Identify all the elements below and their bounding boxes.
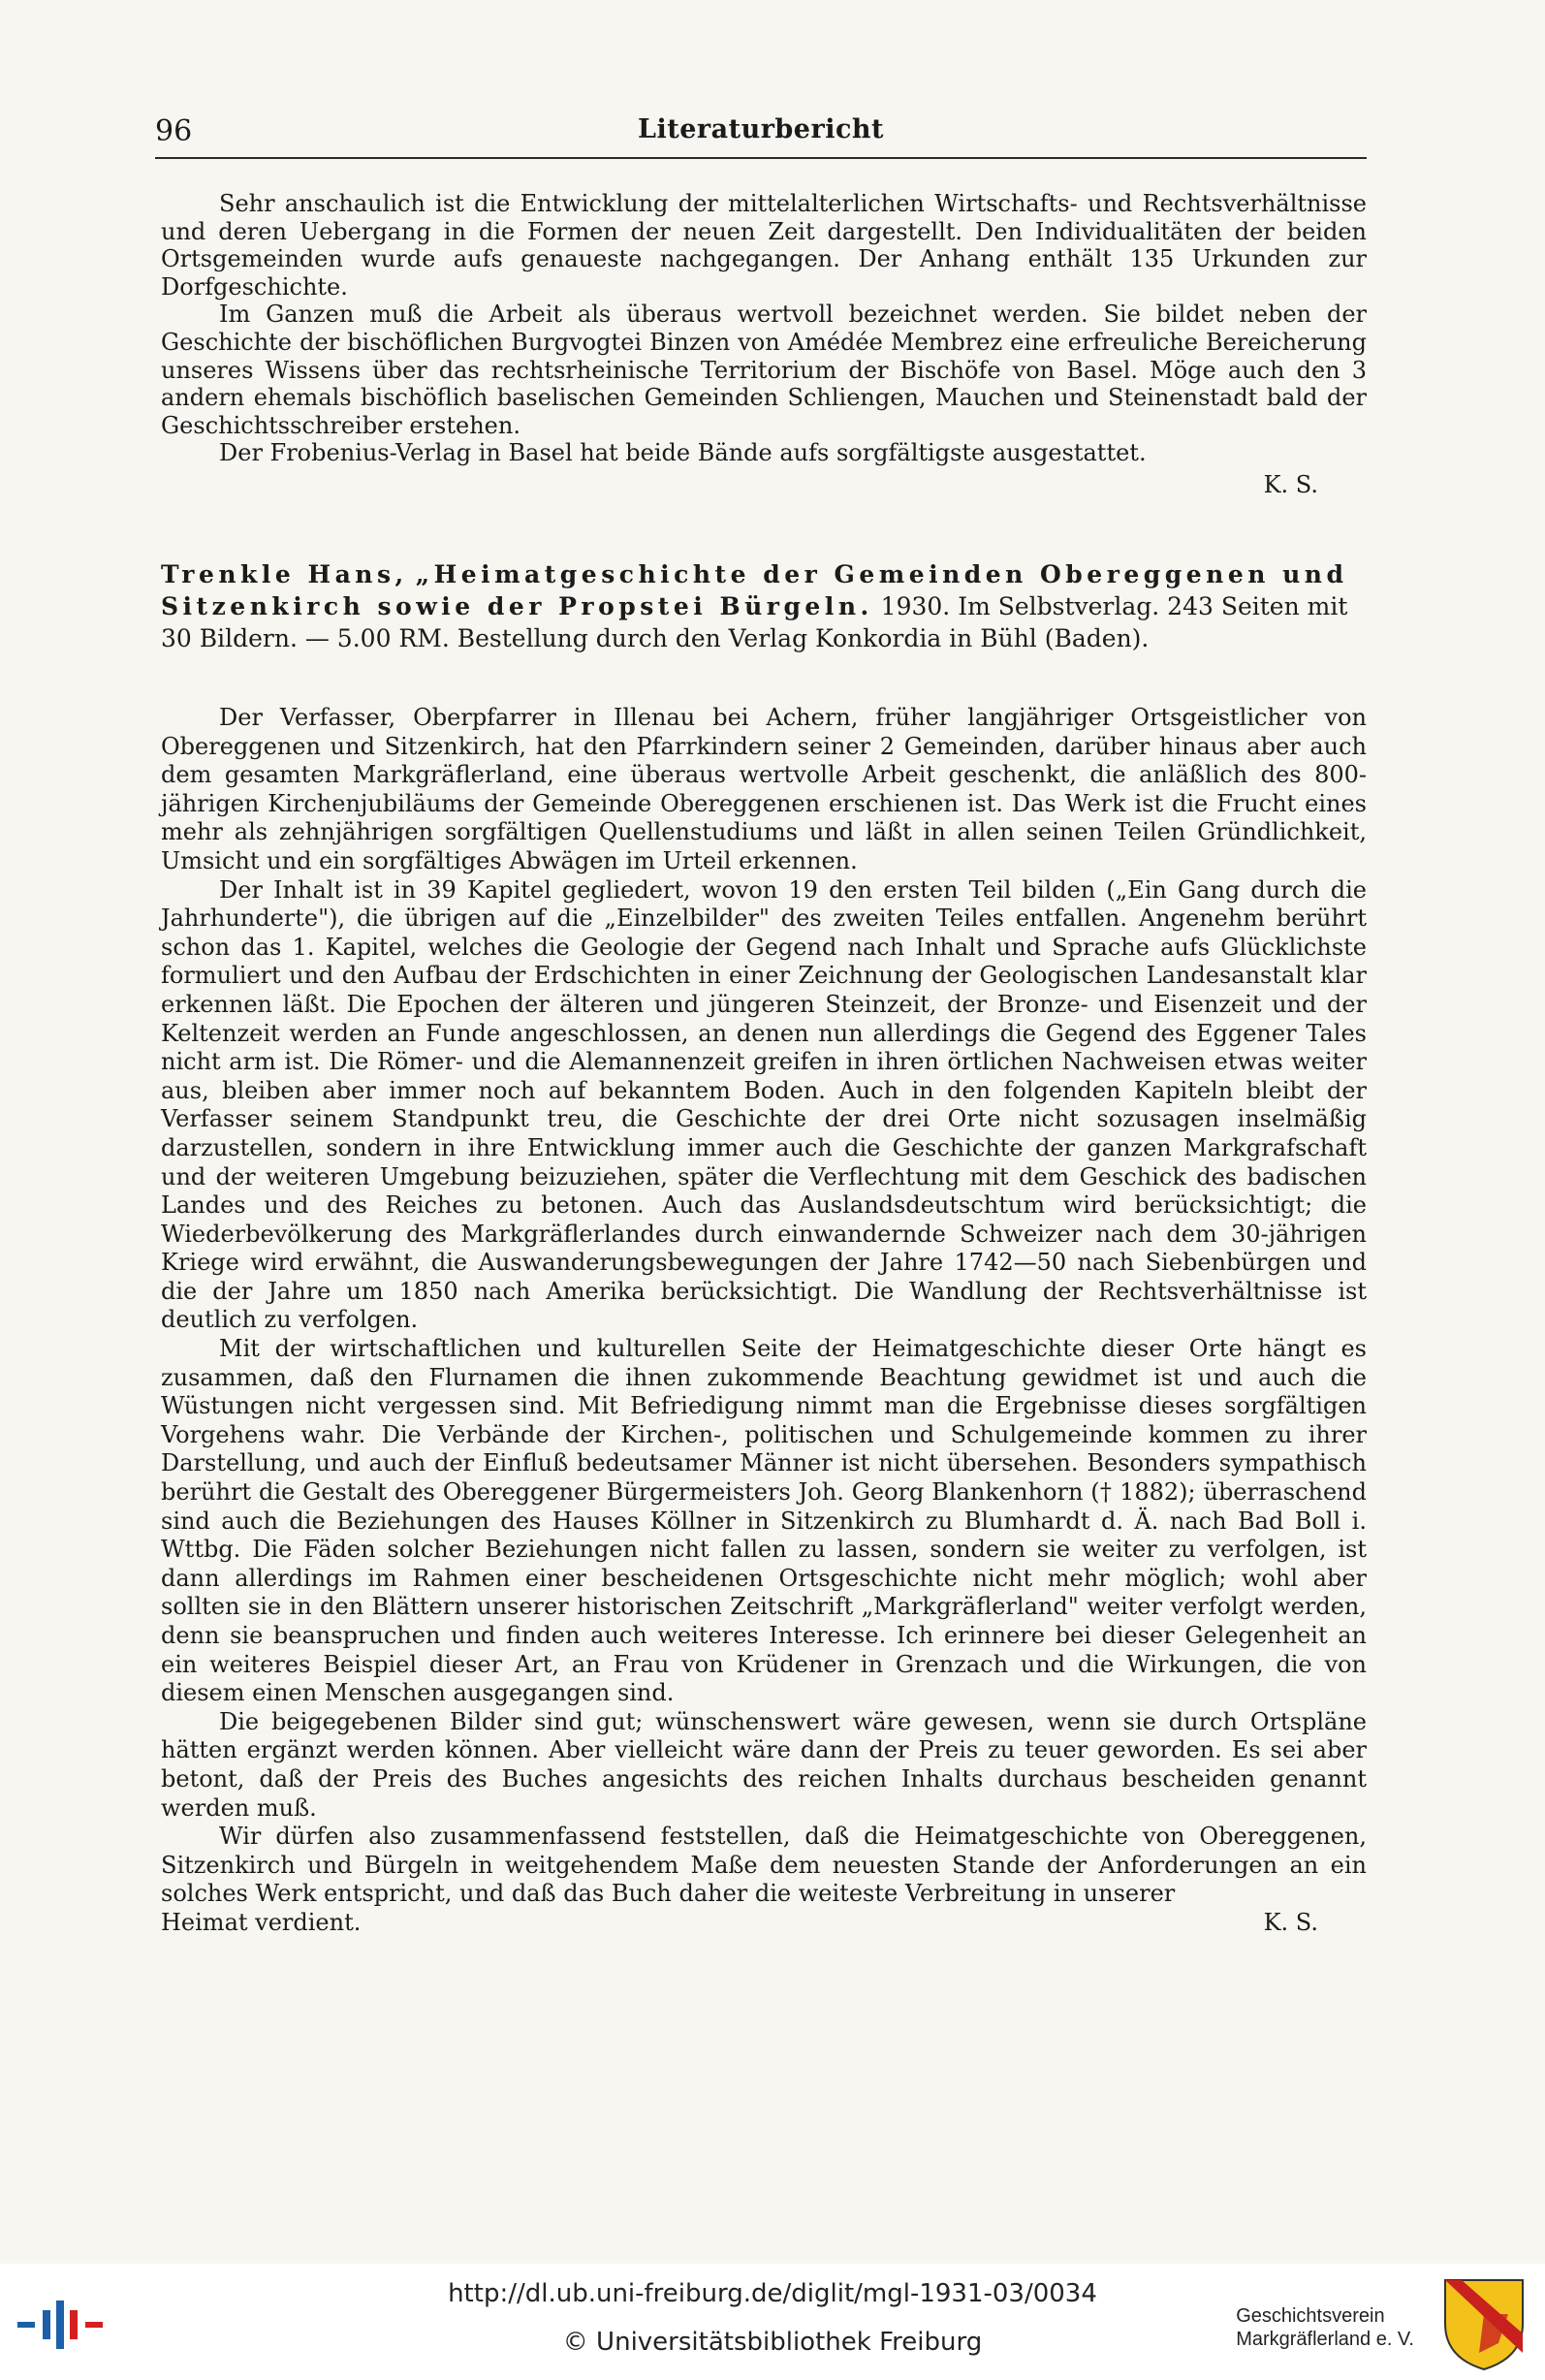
closing-line — [161, 1909, 1318, 1938]
society-line: Geschichtsverein — [1236, 2305, 1385, 2327]
closing-text: Heimat verdient. — [161, 1908, 362, 1936]
book-entry-heading — [161, 558, 1367, 654]
page-number: 96 — [155, 114, 193, 148]
review-1-continuation — [161, 190, 1367, 499]
book-author: Trenkle Hans, — [161, 560, 408, 588]
running-title: Literaturbericht — [637, 114, 885, 144]
page-header — [155, 114, 1367, 153]
review-2-body — [161, 704, 1367, 1938]
society-crest-icon — [1440, 2275, 1528, 2372]
paragraph: Der Frobenius-Verlag in Basel hat beide Bände aufs sorgfältigste ausgestattet. — [219, 439, 1147, 467]
signature: K. S. — [1263, 470, 1318, 498]
paragraph: Sehr anschaulich ist die Entwicklung der mittelalterlichen Wirtschafts- und Rechtsverhältnisse und deren Uebergang in die Formen der neuen Zeit dargestellt. Den Individualitäten der beiden Ortsgemeinden wurde aufs genaueste nachgegangen. Der Anhang enthält 135 Urkunden zur Dorfgeschichte. — [161, 190, 1367, 301]
book-details: 1930. Im Selbstverlag. 243 Seiten mit 30 Bildern. — 5.00 RM. Bestellung durch den Verlag Konkordia in Bühl (Baden). — [161, 592, 1348, 652]
paragraph: Der Inhalt ist in 39 Kapitel gegliedert, wovon 19 den ersten Teil bilden („Ein Gang durch die Jahrhunderte"), die übrigen auf die „Einzelbilder" des zweiten Teiles entfallen. Angenehm berührt schon das 1. Kapitel, welches die Geologie der Gegend nach Inhalt und Sprache aufs Glücklichste formuliert und den Aufbau der Erdschichten in einer Zeichnung der Geologischen Landesanstalt klar erkennen läßt. Die Epochen der älteren und jüngeren Steinzeit, der Bronze- und Eisenzeit und der Keltenzeit werden an Funde angeschlossen, an denen nun allerdings die Gegend des Eggener Tales nicht arm ist. Die Römer- und die Alemannenzeit greifen in ihren örtlichen Nachweisen etwas weiter aus, bleiben aber immer noch auf bekanntem Boden. Auch in den folgenden Kapiteln bleibt der Verfasser seinem Standpunkt treu, die Geschichte der drei Orte nicht sozusagen inselmäßig darzustellen, sondern in ihre Entwicklung immer auch die Geschichte der ganzen Markgrafschaft und der weiteren Umgebung beizuziehen, später die Verflechtung mit dem Geschick des badischen Landes und des Reiches zu betonen. Auch das Auslandsdeutschtum wird berücksichtigt; die Wiederbevölkerung des Markgräflerlandes durch einwandernde Schweizer nach dem 30-jährigen Kriege wird erwähnt, die Auswanderungsbewegungen der Jahre 1742—50 nach Siebenbürgen und die der Jahre um 1850 nach Amerika berücksichtigt. Die Wandlung der Rechtsverhältnisse ist deutlich zu verfolgen. — [161, 875, 1367, 1334]
paragraph: Mit der wirtschaftlichen und kulturellen Seite der Heimatgeschichte dieser Orte hängt es zusammen, daß den Flurnamen die ihnen zukommende Beachtung gewidmet ist und auch die Wüstungen nicht vergessen sind. Mit Befriedigung nimmt man die Ergebnisse dieses sorgfältigen Vorgehens wahr. Die Verbände der Kirchen-, politischen und Schulgemeinde kommen zu ihrer Darstellung, und auch der Einfluß bedeutsamer Männer ist nicht übersehen. Besonders sympathisch berührt die Gestalt des Obereggener Bürgermeisters Joh. Georg Blankenhorn († 1882); überraschend sind auch die Beziehungen des Hauses Köllner in Sitzenkirch zu Blumhardt d. Ä. nach Bad Boll i. Wttbg. Die Fäden solcher Beziehungen nicht fallen zu lassen, sondern sie weiter zu verfolgen, ist dann allerdings im Rahmen einer bescheidenen Ortsgeschichte nicht mehr möglich; wohl aber sollten sie in den Blättern unserer historischen Zeitschrift „Markgräflerland" weiter verfolgt werden, denn sie beanspruchen und finden auch weiteres Interesse. Ich erinnere bei dieser Gelegenheit an ein weiteres Beispiel dieser Art, an Frau von Krüdener in Grenzach und die Wirkungen, die von diesem einen Menschen ausgegangen sind. — [161, 1335, 1367, 1707]
book-title: „Heimatgeschichte der Gemeinden Obereggenen und Sitzenkirch sowie der Propstei Bürgeln. — [161, 560, 1348, 620]
header-rule — [155, 157, 1367, 159]
paragraph: Der Verfasser, Oberpfarrer in Illenau bei Achern, früher langjähriger Ortsgeistlicher von Obereggenen und Sitzenkirch, hat den Pfarrkindern seiner 2 Gemeinden, darüber hinaus aber auch dem gesamten Markgräflerland, eine überaus wertvolle Arbeit geschenkt, die anläßlich des 800-jährigen Kirchenjubiläums der Gemeinde Obereggenen erschienen ist. Das Werk ist die Frucht eines mehr als zehnjährigen sorgfältigen Quellenstudiums und läßt in allen seinen Teilen Gründlichkeit, Umsicht und ein sorgfältiges Abwägen im Urteil erkennen. — [161, 704, 1367, 874]
paragraph: Wir dürfen also zusammenfassend feststellen, daß die Heimatgeschichte von Obereggenen, Sitzenkirch und Bürgeln in weitgehendem Maße dem neuesten Stande der Anforderungen an ein solches Werk entspricht, und daß das Buch daher die weiteste Verbreitung in unserer — [161, 1823, 1367, 1908]
copyright: © Universitätsbibliothek Freiburg — [562, 2328, 983, 2357]
signature: K. S. — [1263, 1908, 1318, 1936]
society-name — [1236, 2304, 1414, 2351]
footer — [0, 2264, 1545, 2380]
paragraph: Die beigegebenen Bilder sind gut; wünschenswert wäre gewesen, wenn sie durch Ortspläne hätten ergänzt werden können. Aber vielleicht wäre dann der Preis zu teuer geworden. Es sei aber betont, daß der Preis des Buches angesichts des reichen Inhalts durchaus bescheiden genannt werden muß. — [161, 1707, 1367, 1822]
source-url[interactable]: http://dl.ub.uni-freiburg.de/diglit/mgl-1931-03/0034 — [448, 2279, 1097, 2308]
society-line: Markgräflerland e. V. — [1236, 2329, 1414, 2350]
paragraph: Im Ganzen muß die Arbeit als überaus wertvoll bezeichnet werden. Sie bildet neben der Geschichte der bischöflichen Burgvogtei Binzen von Amédée Membrez eine erfreuliche Bereicherung unseres Wissens über das rechtsrheinische Territorium der Bischöfe von Basel. Möge auch den 3 andern ehemals bischöflich baselischen Gemeinden Schliengen, Mauchen und Steinenstadt bald der Geschichtsschreiber erstehen. — [161, 301, 1367, 439]
